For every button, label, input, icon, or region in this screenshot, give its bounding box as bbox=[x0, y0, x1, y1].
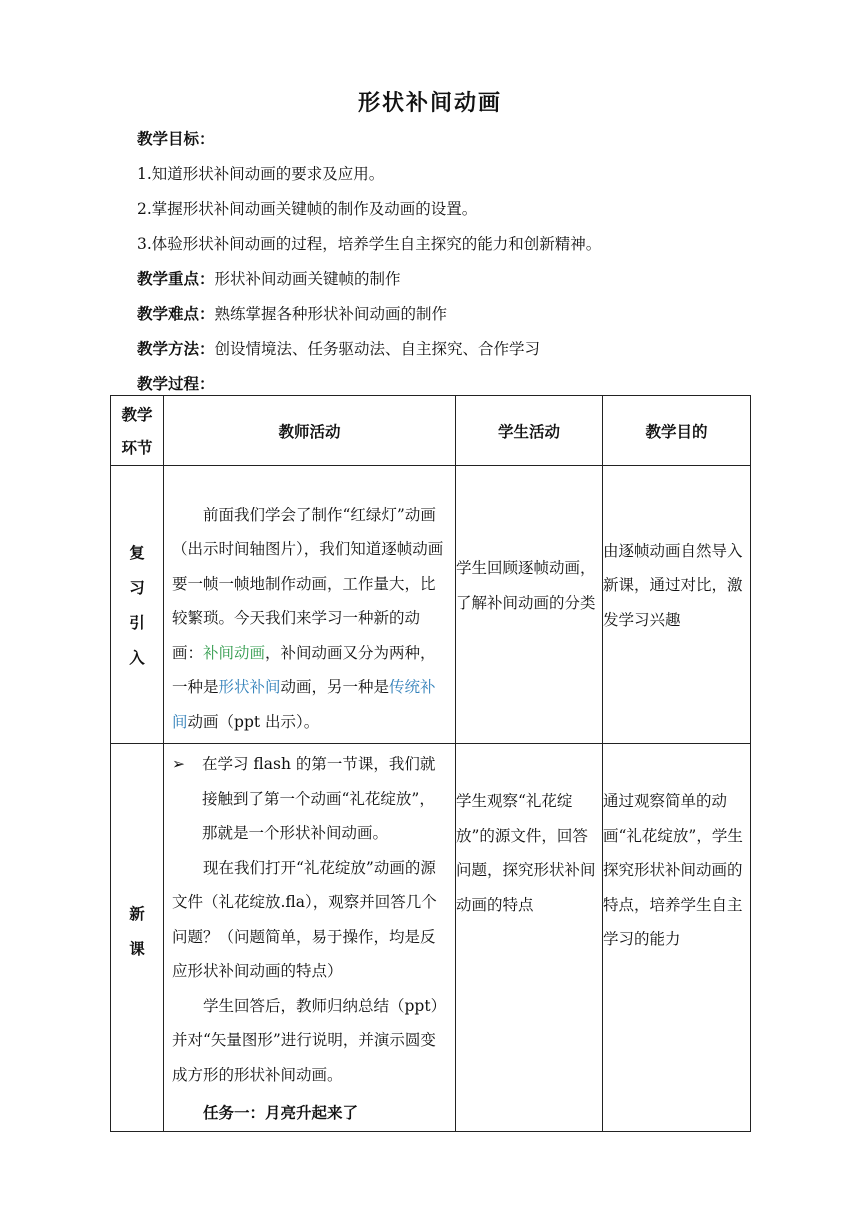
highlight-shape-tween: 形状补间 bbox=[218, 678, 281, 696]
new-teacher-activity: ➢ 在学习 flash 的第一节课，我们就接触到了第一个动画“礼花绽放”，那就是一个形状补间动画。 现在我们打开“礼花绽放”动画的源文件（礼花绽放.fla），观察并回答几个问题？（问题简单，易于操作，均是反应形状补间动画的特点） 学生回答后，教师归纳总结（ppt）并对“矢量图形”进行说明，并演示圆变成方形的形状补间动画。 任务一：月亮升起来了 bbox=[164, 744, 456, 1132]
new-purpose: 通过观察简单的动画“礼花绽放”，学生探究形状补间动画的特点，培养学生自主学习的能力 bbox=[603, 744, 751, 1132]
process-heading: 教学过程： bbox=[137, 374, 215, 393]
method-label: 教学方法： bbox=[137, 339, 215, 358]
goals-heading: 教学目标： bbox=[137, 129, 215, 148]
header-student: 学生活动 bbox=[456, 396, 603, 466]
difficulty bbox=[137, 303, 447, 325]
review-student-activity: 学生回顾逐帧动画，了解补间动画的分类 bbox=[456, 466, 603, 744]
method-text: 创设情境法、任务驱动法、自主探究、合作学习 bbox=[214, 340, 541, 358]
table-header-row bbox=[111, 396, 751, 466]
highlight-classic-tween: 传统补间 bbox=[172, 678, 436, 731]
review-teacher-activity: 前面我们学会了制作“红绿灯”动画（出示时间轴图片），我们知道逐帧动画要一帧一帧地制作动画，工作量大，比较繁琐。今天我们来学习一种新的动画：补间动画，补间动画又分为两种，一种是形状补间动画，另一种是传统补间动画（ppt 出示）。 bbox=[164, 466, 456, 744]
goal-item-1: 1.知道形状补间动画的要求及应用。 bbox=[137, 165, 385, 183]
goal-item-3: 3.体验形状补间动画的过程，培养学生自主探究的能力和创新精神。 bbox=[137, 235, 602, 253]
table-row-review bbox=[111, 466, 751, 744]
page-title: 形状补间动画 bbox=[357, 90, 502, 116]
header-stage: 教学 环节 bbox=[111, 396, 164, 466]
header-purpose: 教学目的 bbox=[603, 396, 751, 466]
stage-label-review: 复 习 引 入 bbox=[111, 466, 164, 744]
key-point-label: 教学重点： bbox=[137, 269, 215, 288]
header-teacher: 教师活动 bbox=[164, 396, 456, 466]
method bbox=[137, 338, 540, 360]
key-point bbox=[137, 268, 401, 290]
stage-label-new: 新 课 bbox=[111, 744, 164, 1132]
highlight-tween: 补间动画 bbox=[203, 643, 266, 662]
difficulty-label: 教学难点： bbox=[137, 304, 215, 323]
review-purpose: 由逐帧动画自然导入新课，通过对比，激发学习兴趣 bbox=[603, 466, 751, 744]
task-one: 任务一：月亮升起来了 bbox=[203, 1103, 359, 1122]
goal-item-2: 2.掌握形状补间动画关键帧的制作及动画的设置。 bbox=[137, 200, 478, 218]
table-row-new bbox=[111, 744, 751, 1132]
difficulty-text: 熟练掌握各种形状补间动画的制作 bbox=[214, 305, 448, 323]
key-point-text: 形状补间动画关键帧的制作 bbox=[214, 270, 401, 288]
bullet-arrow-icon: ➢ bbox=[172, 755, 185, 773]
lesson-table bbox=[110, 395, 751, 1132]
new-student-activity: 学生观察“礼花绽放”的源文件，回答问题，探究形状补间动画的特点 bbox=[456, 744, 603, 1132]
